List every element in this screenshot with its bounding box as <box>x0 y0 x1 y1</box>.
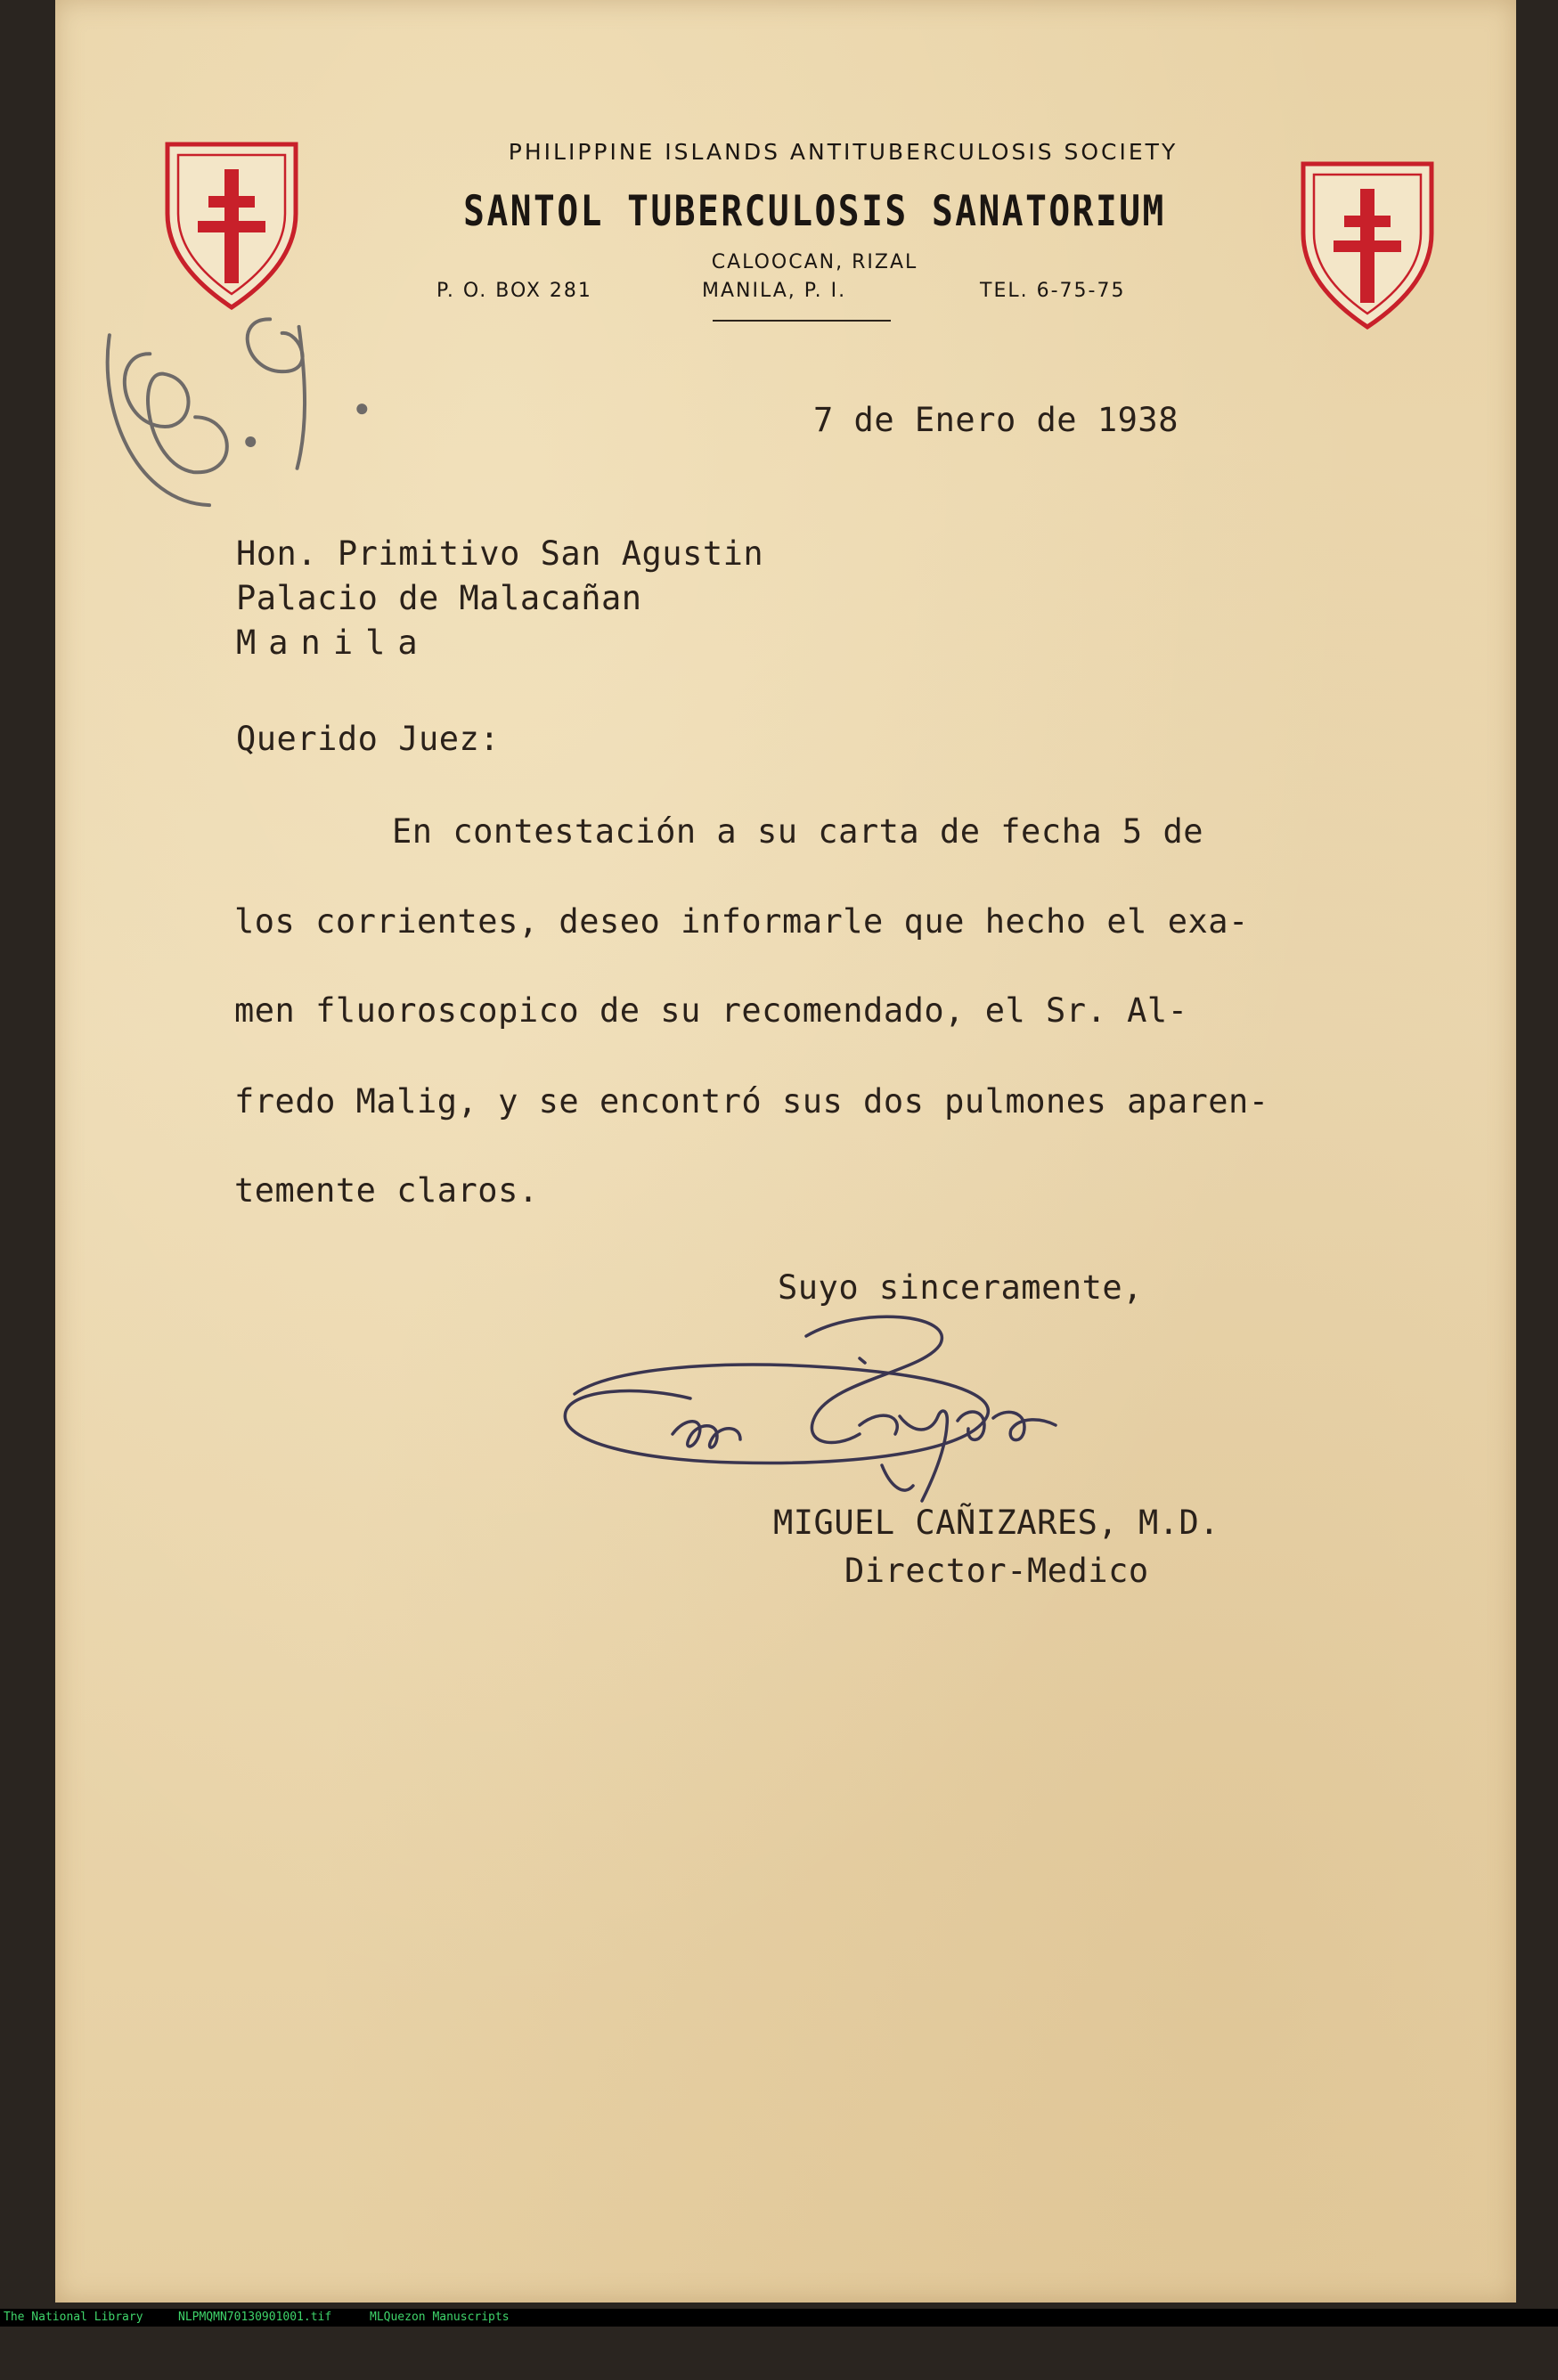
body-line: men fluoroscopico de su recomendado, el Sr. Al- <box>234 991 1188 1030</box>
signer-name: MIGUEL CAÑIZARES, M.D. <box>773 1504 1220 1542</box>
letterhead-sanatorium: SANTOL TUBERCULOSIS SANATORIUM <box>463 187 1166 236</box>
closing: Suyo sinceramente, <box>778 1268 1143 1307</box>
handwritten-signature <box>539 1309 1180 1523</box>
footer-collection: MLQuezon Manuscripts <box>370 2311 510 2324</box>
footer-filename: NLPMQMN70130901001.tif <box>178 2311 332 2324</box>
footer-library: The National Library <box>4 2311 143 2324</box>
letterhead-society: PHILIPPINE ISLANDS ANTITUBERCULOSIS SOCIETY <box>508 139 1179 165</box>
body-line: En contestación a su carta de fecha 5 de <box>392 812 1204 851</box>
salutation: Querido Juez: <box>236 720 501 758</box>
signer-title: Director-Medico <box>844 1552 1149 1590</box>
letterhead-city: MANILA, P. I. <box>702 280 847 302</box>
cross-of-lorraine-shield-icon <box>1296 153 1439 331</box>
letterhead-underline <box>713 320 891 322</box>
recipient-name: Hon. Primitivo San Agustin <box>236 534 764 573</box>
body-line: fredo Malig, y se encontró sus dos pulmones aparen- <box>234 1082 1269 1121</box>
body-line: temente claros. <box>234 1171 539 1210</box>
scan-footer-bar <box>0 2309 1558 2327</box>
letterhead-po-box: P. O. BOX 281 <box>436 280 592 302</box>
letterhead-location: CALOOCAN, RIZAL <box>711 251 918 273</box>
letter-date: 7 de Enero de 1938 <box>813 401 1179 439</box>
recipient-address: Palacio de Malacañan <box>236 579 642 617</box>
recipient-city: Manila <box>236 624 430 662</box>
letterhead-telephone: TEL. 6-75-75 <box>980 280 1126 302</box>
body-line: los corrientes, deseo informarle que hecho el exa- <box>234 902 1249 941</box>
